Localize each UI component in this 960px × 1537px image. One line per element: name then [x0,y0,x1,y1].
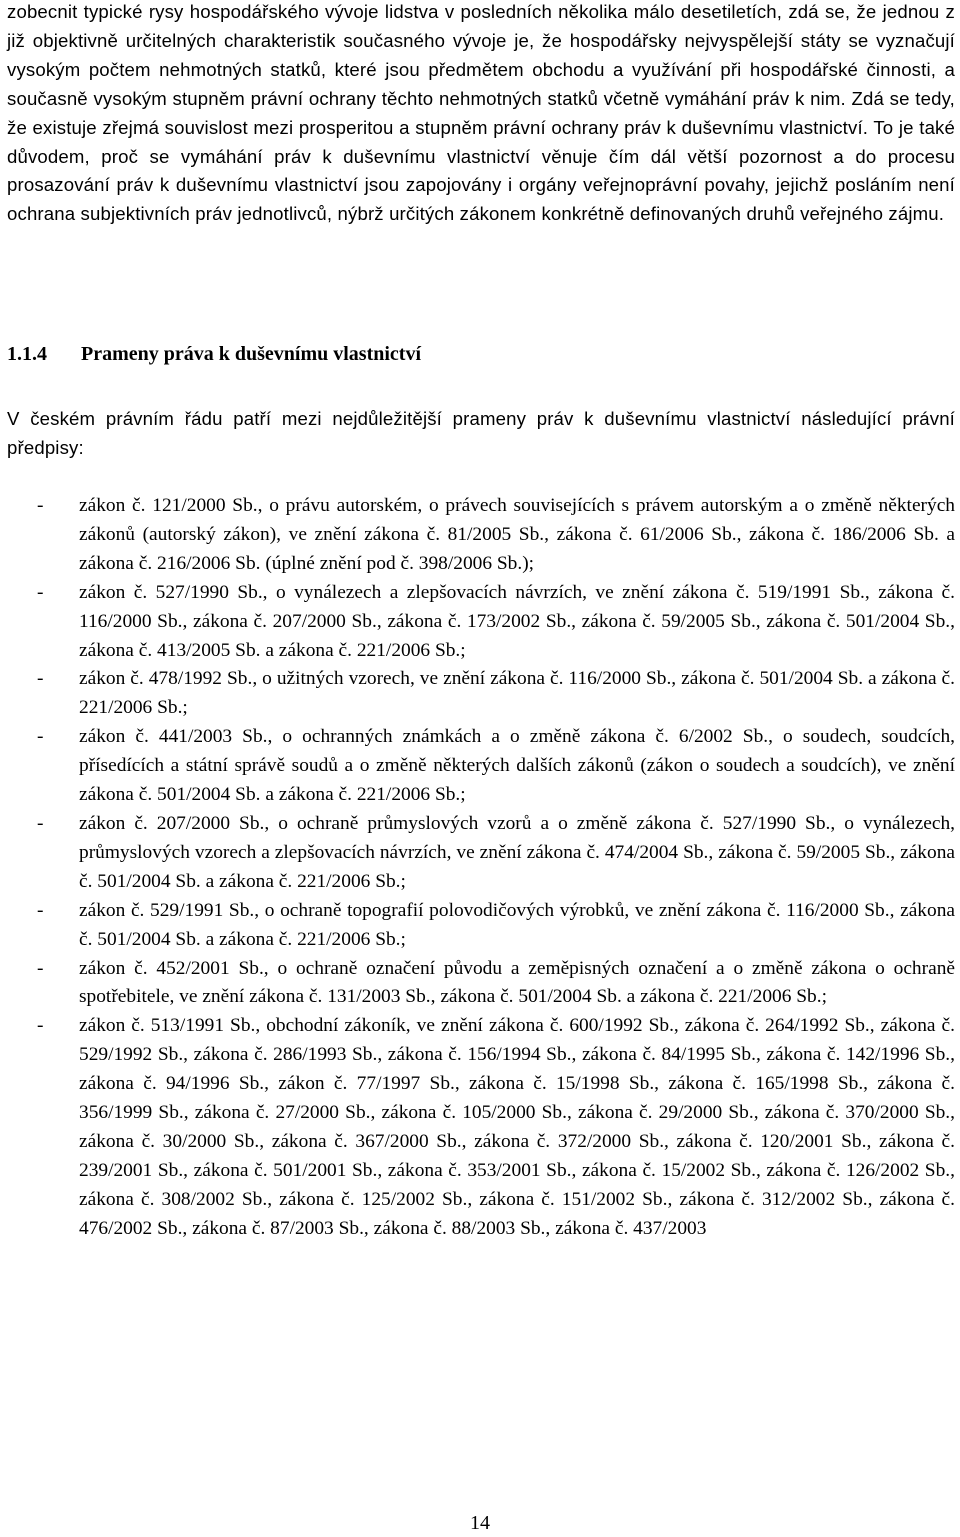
list-item [7,579,955,666]
list-item-text: zákon č. 478/1992 Sb., o užitných vzorech, ve znění zákona č. 116/2000 Sb., zákona č. 501/2004 Sb. a zákona č. 221/2006 Sb.; [79,668,955,719]
list-item-text: zákon č. 529/1991 Sb., o ochraně topografií polovodičových výrobků, ve znění zákona č. 116/2000 Sb., zákona č. 501/2004 Sb. a zákona č. 221/2006 Sb.; [79,899,955,950]
list-bullet: - [37,668,44,690]
list-item [7,723,955,810]
section-number: 1.1.4 [7,343,47,365]
list-item [7,810,955,897]
law-list [7,492,955,1244]
list-bullet: - [37,495,44,516]
list-bullet: - [37,899,44,921]
list-item-text: zákon č. 452/2001 Sb., o ochraně označení původu a zeměpisných označení a o změně zákona o ochraně spotřebitele, ve znění zákona č. 131/2003 Sb., zákona č. 501/2004 Sb. a zákona č. 221/2006 Sb.; [79,957,955,1008]
section-heading [7,340,421,368]
list-item-text: zákon č. 121/2000 Sb., o právu autorském, o právech souvisejících s právem autorským a o změně některých zákonů (autorský zákon), ve znění zákona č. 81/2005 Sb., zákona č. 61/2006 Sb., zákona č. 186/2006 Sb. a zákona č. 216/2006 Sb. (úplné znění pod č. 398/2006 Sb.); [79,495,955,574]
section-title: Prameny práva k duševnímu vlastnictví [81,343,422,365]
list-bullet: - [37,581,44,603]
list-bullet: - [37,726,44,748]
list-item-text: zákon č. 527/1990 Sb., o vynálezech a zlepšovacích návrzích, ve znění zákona č. 519/1991 Sb., zákona č. 116/2000 Sb., zákona č. 207/2000 Sb., zákona č. 173/2002 Sb., zákona č. 59/2005 Sb., zákona č. 501/2004 Sb., zákona č. 413/2005 Sb. a zákona č. 221/2006 Sb.; [79,581,955,661]
list-bullet: - [37,1015,44,1037]
lead-paragraph: V českém právním řádu patří mezi nejdůležitější prameny práv k duševnímu vlastnictví následující právní předpisy: [7,408,955,458]
list-item-text: zákon č. 207/2000 Sb., o ochraně průmyslových vzorů a o změně zákona č. 527/1990 Sb., o vynálezech, průmyslových vzorech a zlepšovacích návrzích, ve znění zákona č. 474/2004 Sb., zákona č. 59/2005 Sb., zákona č. 501/2004 Sb. a zákona č. 221/2006 Sb.; [79,812,955,892]
list-item-text: zákon č. 441/2003 Sb., o ochranných známkách a o změně zákona č. 6/2002 Sb., o soudech, soudcích, přísedících a státní správě soudů a o změně některých dalších zákonů (zákon o soudech a soudcích), ve znění zákona č. 501/2004 Sb. a zákona č. 221/2006 Sb.; [79,726,955,806]
list-item [7,492,955,579]
list-bullet: - [37,812,44,834]
page-number: 14 [470,1512,490,1534]
list-item [7,955,955,1013]
list-item [7,1012,955,1243]
list-item [7,897,955,955]
list-bullet: - [37,957,44,979]
intro-paragraph: zobecnit typické rysy hospodářského vývoje lidstva v posledních několika málo desetiletích, zdá se, že jednou z již objektivně určitelných charakteristik současného vývoje je, že hospodářsky nejvyspělejší státy se vyznačují vysokým počtem nehmotných statků, které jsou předmětem obchodu a využívání při hospodářské činnosti, a současně vysokým stupněm právní ochrany těchto nehmotných statků včetně vymáhání práv k nim. Zdá se tedy, že existuje zřejmá souvislost mezi prosperitou a stupněm právní ochrany práv k duševnímu vlastnictví. To je také důvodem, proč se vymáhání práv k duševnímu vlastnictví věnuje čím dál větší pozornost a do procesu prosazování práv k duševnímu vlastnictví jsou zapojovány i orgány veřejnoprávní povahy, jejichž posláním není ochrana subjektivních práv jednotlivců, nýbrž určitých zákonem konkrétně definovaných druhů veřejného zájmu. [7,1,955,225]
list-item-text: zákon č. 513/1991 Sb., obchodní zákoník, ve znění zákona č. 600/1992 Sb., zákona č. 264/1992 Sb., zákona č. 529/1992 Sb., zákona č. 286/1993 Sb., zákona č. 156/1994 Sb., zákona č. 84/1995 Sb., zákona č. 142/1996 Sb., zákona č. 94/1996 Sb., zákon č. 77/1997 Sb., zákona č. 15/1998 Sb., zákona č. 165/1998 Sb., zákona č. 356/1999 Sb., zákona č. 27/2000 Sb., zákona č. 105/2000 Sb., zákona č. 29/2000 Sb., zákona č. 370/2000 Sb., zákona č. 30/2000 Sb., zákona č. 367/2000 Sb., zákona č. 372/2000 Sb., zákona č. 120/2001 Sb., zákona č. 239/2001 Sb., zákona č. 501/2001 Sb., zákona č. 353/2001 Sb., zákona č. 15/2002 Sb., zákona č. 126/2002 Sb., zákona č. 308/2002 Sb., zákona č. 125/2002 Sb., zákona č. 151/2002 Sb., zákona č. 312/2002 Sb., zákona č. 476/2002 Sb., zákona č. 87/2003 Sb., zákona č. 88/2003 Sb., zákona č. 437/2003 [79,1015,955,1239]
list-item [7,665,955,723]
